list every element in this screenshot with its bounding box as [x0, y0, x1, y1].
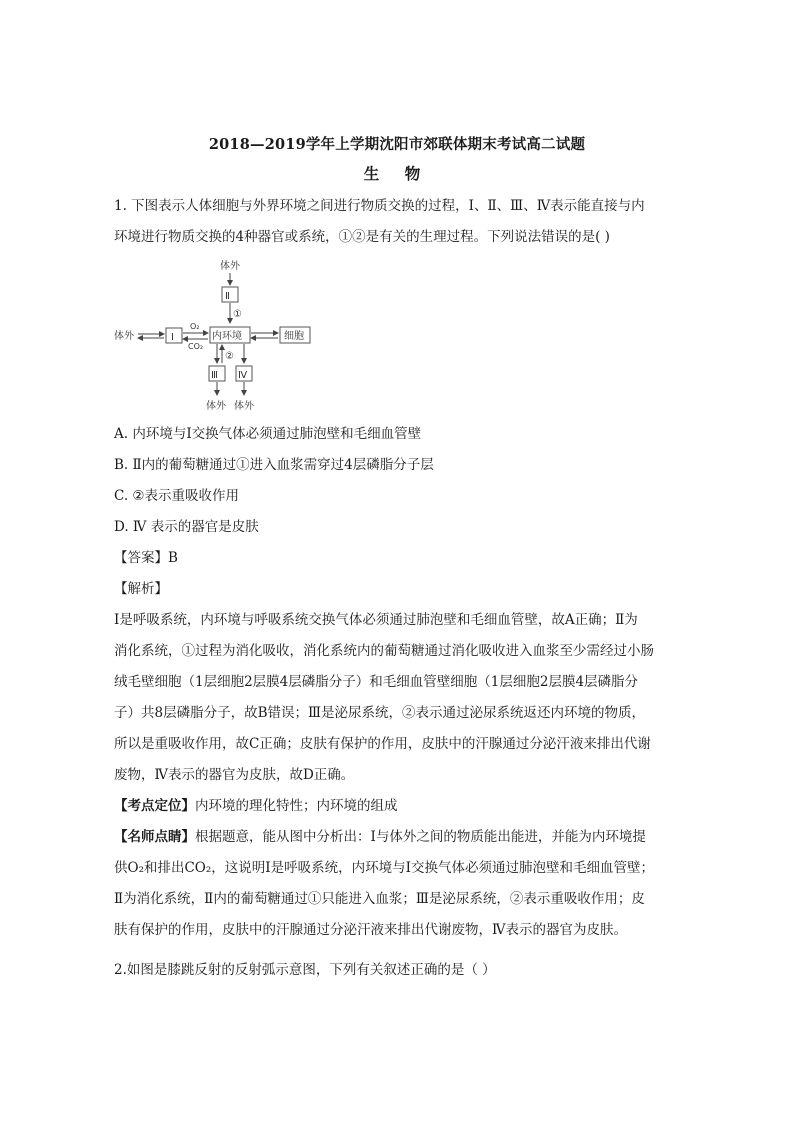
exam-title: 2018—2019学年上学期沈阳市郊联体期末考试高二试题: [208, 136, 586, 153]
label-outside-bottom-2: 体外: [234, 401, 254, 412]
analysis-line: 绒毛壁细胞（1层细胞2层膜4层磷脂分子）和毛细血管壁细胞（1层细胞2层膜4层磷脂分: [114, 674, 639, 690]
option-b: B. Ⅱ内的葡萄糖通过①进入血浆需穿过4层磷脂分子层: [114, 457, 434, 473]
mingshi-line: 肤有保护的作用，皮肤中的汗腺通过分泌汗液来排出代谢废物，Ⅳ表示的器官为皮肤。: [114, 922, 627, 938]
question-1-stem: [114, 191, 689, 253]
analysis-line: 所以是重吸收作用，故C正确；皮肤有保护的作用，皮肤中的汗腺通过分泌汗液来排出代谢: [114, 736, 651, 752]
analysis-body: [114, 605, 689, 946]
kaodian-line: [114, 791, 689, 822]
question-1-stem-line: 环境进行物质交换的4种器官或系统，①②是有关的生理过程。下列说法错误的是( ): [114, 229, 610, 245]
box-IV-label: Ⅳ: [238, 370, 248, 381]
kaodian-label: 【考点定位】: [114, 798, 195, 814]
analysis-line: 子）共8层磷脂分子，故B错误；Ⅲ是泌尿系统，②表示通过泌尿系统返还内环境的物质，: [114, 705, 646, 721]
label-outside-bottom-1: 体外: [206, 401, 226, 412]
kaodian-text: 内环境的理化特性；内环境的组成: [195, 798, 398, 814]
subject-title: 生 物: [363, 164, 431, 183]
mingshi-line: Ⅱ为消化系统，Ⅱ内的葡萄糖通过①只能进入血浆；Ⅲ是泌尿系统，②表示重吸收作用；皮: [114, 891, 645, 907]
mingshi-text: 根据题意，能从图中分析出：Ⅰ与体外之间的物质能出能进，并能为内环境提: [195, 829, 646, 845]
label-o2: O₂: [190, 322, 200, 331]
option-c: C. ②表示重吸收作用: [114, 488, 240, 504]
label-co2: CO₂: [188, 342, 204, 351]
label-outside-top: 体外: [220, 261, 240, 272]
internal-environment-diagram: [108, 255, 358, 415]
mingshi-line: [114, 822, 689, 853]
analysis-line: 废物，Ⅳ表示的器官为皮肤，故D正确。: [114, 767, 355, 783]
mingshi-label: 【名师点睛】: [114, 829, 195, 845]
option-d: D. Ⅳ 表示的器官是皮肤: [114, 519, 259, 535]
question-2-stem: 2.如图是膝跳反射的反射弧示意图，下列有关叙述正确的是（ ）: [114, 962, 496, 978]
option-a: A. 内环境与Ⅰ交换气体必须通过肺泡壁和毛细血管壁: [114, 426, 422, 442]
label-outside-left: 体外: [114, 331, 134, 342]
box-I-label: Ⅰ: [171, 332, 174, 343]
answer-section: [114, 543, 689, 605]
box-II-label: Ⅱ: [225, 291, 230, 302]
analysis-heading: 【解析】: [114, 581, 168, 597]
question-1-options: [114, 419, 689, 543]
internal-environment-label: 内环境: [212, 331, 242, 342]
box-I: [166, 328, 182, 343]
process-2-label: ②: [225, 351, 234, 362]
box-III-label: Ⅲ: [211, 370, 218, 381]
analysis-line: 消化系统，①过程为消化吸收，消化系统内的葡萄糖通过消化吸收进入血浆至少需经过小肠: [114, 643, 654, 659]
question-1-stem-line: 1. 下图表示人体细胞与外界环境之间进行物质交换的过程，Ⅰ、Ⅱ、Ⅲ、Ⅳ表示能直接与内: [114, 198, 645, 214]
analysis-line: Ⅰ是呼吸系统，内环境与呼吸系统交换气体必须通过肺泡壁和毛细血管壁，故A正确；Ⅱ为: [114, 612, 638, 628]
mingshi-line: 供O₂和排出CO₂，这说明Ⅰ是呼吸系统，内环境与Ⅰ交换气体必须通过肺泡壁和毛细血管壁；: [114, 860, 654, 876]
process-1-label: ①: [233, 309, 242, 320]
answer: 【答案】B: [114, 550, 178, 566]
cell-label: 细胞: [284, 331, 304, 342]
